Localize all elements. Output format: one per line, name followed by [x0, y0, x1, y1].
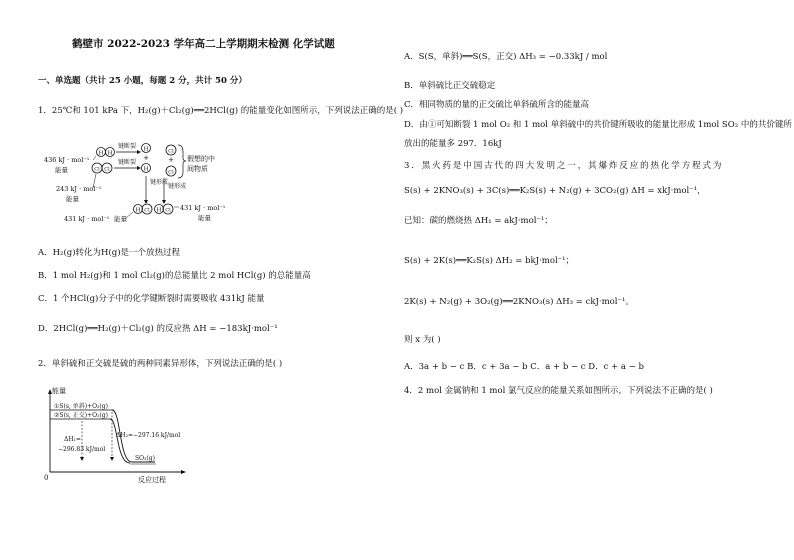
q1-option-d: D．2HCl(g)══H₂(g)＋Cl₂(g) 的反应热 ΔH = −183kJ·mol⁻¹ [38, 324, 278, 334]
svg-text:Cl: Cl [144, 207, 150, 214]
q2-ylabel: 能量 [52, 387, 66, 395]
q1-energy-243: 243 kJ · mol⁻¹ [56, 185, 102, 193]
q2-option-c: C．相同物质的量的正交硫比单斜硫所含的能量高 [404, 100, 590, 110]
q2-origin: 0 [44, 474, 49, 482]
q1-hypo-label-1: 假想的中 [187, 155, 215, 163]
q2-option-d-line2: 放出的能量多 297．16kJ [404, 139, 502, 149]
q1-h-atom-2: H [107, 150, 113, 157]
q2-option-d-line1: D．由①可知断裂 1 mol O₂ 和 1 mol 单斜硫中的共价键所吸收的能量比形成 1mol SO₂ 中的共价键所 [404, 120, 792, 130]
svg-text:H: H [143, 146, 149, 153]
q1-form-label-2: 键形成 [168, 183, 187, 190]
svg-text:Cl: Cl [165, 207, 171, 214]
svg-text:①S(s, 单斜)+O₂(g): ①S(s, 单斜)+O₂(g) [54, 403, 108, 410]
svg-text:②S(s, 正交)+O₂(g): ②S(s, 正交)+O₂(g) [54, 412, 108, 419]
q1-form-label-1: 键形成 [150, 179, 169, 186]
page-title: 鹤壁市 2022-2023 学年高二上学期期末检测 化学试题 [72, 38, 335, 50]
svg-text:Cl: Cl [94, 166, 100, 173]
q1-break-label-2: 键断裂 [118, 159, 137, 166]
svg-text:+: + [168, 156, 174, 164]
q2-stem: 2．单斜硫和正交硫是硫的两种同素异形体，下列说法正确的是( ) [38, 359, 283, 369]
q2-dh1-value: −296.83 kJ/mol [58, 446, 106, 453]
q2-option-b: B．单斜硫比正交硫稳定 [404, 81, 496, 91]
q3-stem: 3．黑火药是中国古代的四大发明之一，其爆炸反应的热化学方程式为 [404, 161, 724, 171]
q3-options: A．3a + b − c B．c + 3a − b C．a + b − c D．c + a − b [404, 362, 644, 372]
q3-equation-3: 2K(s) + N₂(g) + 3O₂(g)══2KNO₃(s) ΔH₃ = ckJ·mol⁻¹。 [404, 297, 634, 307]
q1-option-a: A．H₂(g)转化为H(g)是一个放热过程 [38, 248, 181, 258]
svg-text:能量: 能量 [198, 214, 211, 222]
q1-hypo-label-2: 间物质 [187, 165, 208, 173]
svg-text:+: + [143, 154, 149, 162]
q1-energy-431-right: 431 kJ · mol⁻¹ [180, 204, 226, 212]
q3-known: 已知：碳的燃烧热 ΔH₁ = akJ·mol⁻¹； [404, 216, 553, 226]
section-heading: 一、单选题（共计 25 小题，每题 2 分，共计 50 分） [38, 76, 247, 86]
svg-text:能量: 能量 [55, 166, 68, 174]
q2-dh1-label: ΔH₁= [64, 436, 81, 443]
q1-energy-431-left: 431 kJ · mol⁻¹ [64, 215, 110, 223]
svg-text:H: H [135, 207, 141, 214]
q3-ask: 则 x 为( ) [404, 335, 441, 345]
q1-energy-436: 436 kJ · mol⁻¹ [44, 156, 90, 164]
q3-equation: S(s) + 2KNO₃(s) + 3C(s)══K₂S(s) + N₂(g) + 3CO₂(g) ΔH = xkJ·mol⁻¹， [404, 186, 706, 196]
q3-equation-2: S(s) + 2K(s)══K₂S(s) ΔH₂ = bkJ·mol⁻¹； [404, 256, 575, 266]
q1-h-atom-1: H [98, 150, 104, 157]
svg-text:能量: 能量 [114, 215, 127, 223]
svg-text:Cl: Cl [168, 169, 174, 176]
q1-option-b: B．1 mol H₂(g)和 1 mol Cl₂(g)的总能量比 2 mol HCl(g) 的总能量高 [38, 271, 311, 281]
svg-text:Cl: Cl [168, 148, 174, 155]
q1-break-label-1: 键断裂 [118, 143, 137, 150]
svg-text:Cl: Cl [104, 166, 110, 173]
q1-stem: 1．25℃和 101 kPa 下，H₂(g)＋Cl₂(g)══2HCl(g) 的能量变化如图所示，下列说法正确的是( ) [38, 106, 404, 116]
q1-option-c: C．1 个HCl(g)分子中的化学键断裂时需要吸收 431kJ 能量 [38, 294, 265, 304]
svg-text:H: H [156, 207, 162, 214]
q2-product: SO₂(g) [135, 455, 155, 462]
svg-text:能量: 能量 [66, 195, 79, 203]
q4-stem: 4．2 mol 金属钠和 1 mol 氯气反应的能量关系如图所示，下列说法不正确的是( ) [404, 386, 713, 396]
svg-text:H: H [143, 166, 149, 173]
q2-xlabel: 反应过程 [138, 476, 166, 484]
q2-dh2-label: ΔH₂=−297.16 kJ/mol [116, 432, 181, 439]
q2-option-a: A．S(S，单斜)══S(S，正交) ΔH₃ = −0.33kJ / mol [404, 52, 608, 62]
